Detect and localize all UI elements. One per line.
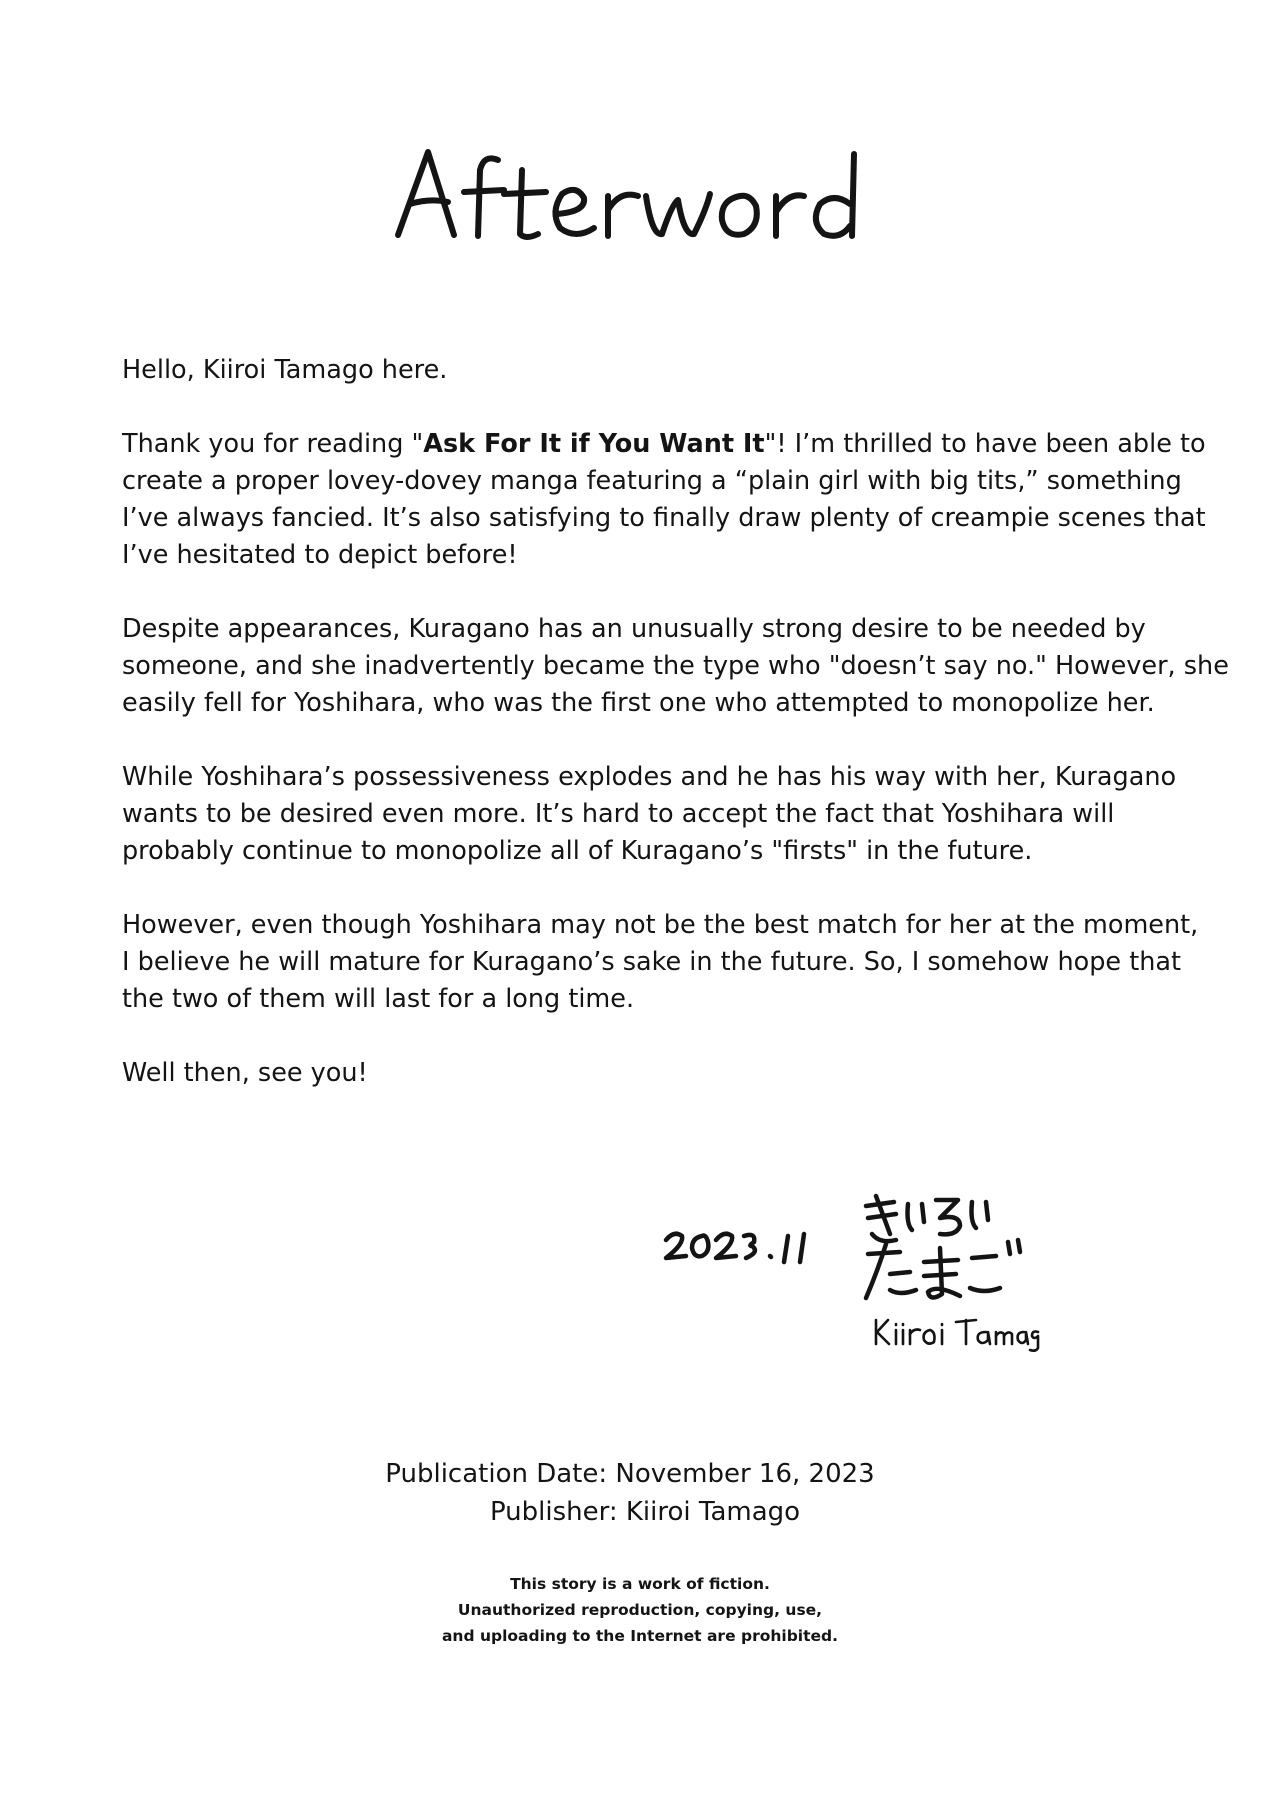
text-fragment: Thank you for reading " xyxy=(122,429,424,459)
text-line xyxy=(122,426,1206,463)
paragraph-hope xyxy=(122,907,1199,1018)
text-line: easily fell for Yoshihara, who was the first one who attempted to monopolize her. xyxy=(122,688,1155,718)
page-title xyxy=(0,140,1280,254)
text-line: create a proper lovey-dovey manga featuring a “plain girl with big tits,” something xyxy=(122,466,1182,496)
paragraph-farewell xyxy=(122,1055,1182,1092)
text-line: the two of them will last for a long time. xyxy=(122,984,635,1014)
paragraph-kuragano xyxy=(122,611,1229,722)
text-line: I’ve always fancied. It’s also satisfying to finally draw plenty of creampie scenes that xyxy=(122,503,1206,533)
afterword-title-lettering xyxy=(380,140,900,250)
afterword-body xyxy=(122,352,1229,1129)
paragraph-thanks xyxy=(122,426,1206,574)
text-line: Well then, see you! xyxy=(122,1058,368,1088)
signature-name xyxy=(870,1314,1040,1354)
text-line: Hello, Kiiroi Tamago here. xyxy=(122,355,448,385)
text-line: While Yoshihara’s possessiveness explodes and he has his way with her, Kuragano xyxy=(122,762,1177,792)
notice-line: This story is a work of fiction. xyxy=(510,1575,770,1593)
text-line: Despite appearances, Kuragano has an unusually strong desire to be needed by xyxy=(122,614,1146,644)
legal-notice xyxy=(0,1571,1280,1649)
signature-date xyxy=(660,1222,820,1272)
notice-line: Unauthorized reproduction, copying, use, xyxy=(457,1601,823,1619)
text-fragment: "! I’m thrilled to have been able to xyxy=(764,429,1206,459)
text-line: probably continue to monopolize all of Kuragano’s "firsts" in the future. xyxy=(122,836,1033,866)
text-line: wants to be desired even more. It’s hard to accept the fact that Yoshihara will xyxy=(122,799,1115,829)
text-line: someone, and she inadvertently became the type who "doesn’t say no." However, she xyxy=(122,651,1229,681)
paragraph-greeting xyxy=(122,352,1182,389)
publication-info xyxy=(0,1455,1280,1531)
publisher: Publisher: Kiiroi Tamago xyxy=(489,1497,801,1527)
signature-block xyxy=(660,1190,1080,1350)
book-title: Ask For It if You Want It xyxy=(423,429,765,459)
text-line: I’ve hesitated to depict before! xyxy=(122,540,518,570)
text-line: However, even though Yoshihara may not be the best match for her at the moment, xyxy=(122,910,1199,940)
text-line: I believe he will mature for Kuragano’s sake in the future. So, I somehow hope that xyxy=(122,947,1182,977)
notice-line: and uploading to the Internet are prohibited. xyxy=(441,1627,839,1645)
signature-kana-mark xyxy=(860,1190,1030,1310)
publication-date: Publication Date: November 16, 2023 xyxy=(385,1459,875,1489)
paragraph-yoshihara xyxy=(122,759,1182,870)
